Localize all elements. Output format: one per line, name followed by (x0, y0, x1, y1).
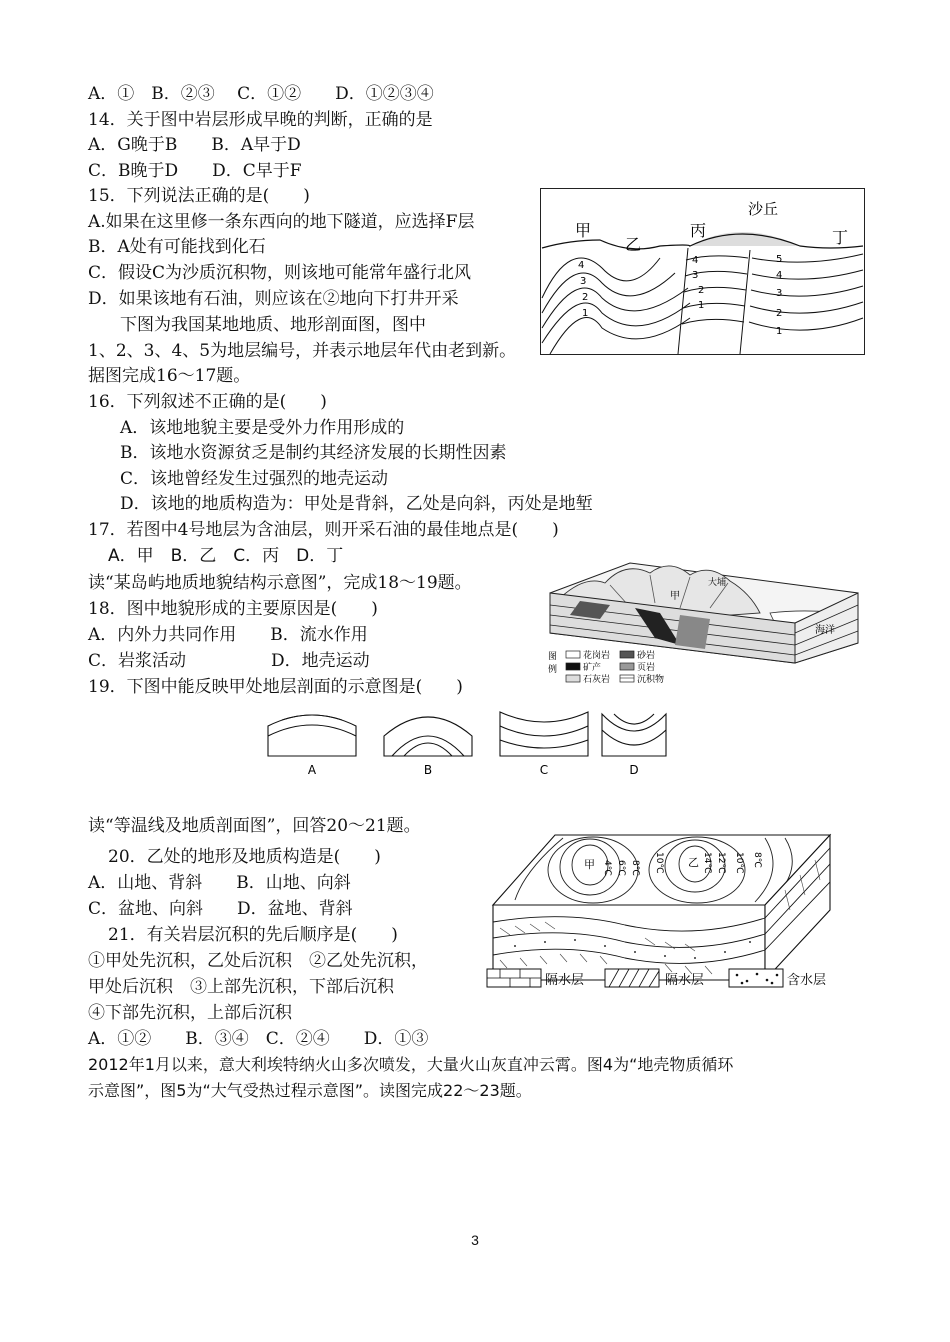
graben-layer-1: 1 (698, 300, 705, 311)
intro-18-19: 读“某岛屿地质地貌结构示意图”，完成18～19题。 (88, 573, 472, 593)
geologic-profile-figure (540, 188, 865, 355)
legend-mineral: 矿产 (583, 663, 602, 673)
legend-aquifer: 含水层 (787, 973, 827, 988)
intro-16-17: 下图为我国某地地质、地形剖面图，图中 (120, 315, 426, 335)
intro-16-17-end: 据图完成16～17题。 (88, 366, 251, 386)
isotherm-4: 4℃ (602, 860, 612, 876)
q21-statement-3: ④下部先沉积，上部后沉积 (88, 1003, 292, 1023)
option-c-label: C (539, 763, 549, 777)
isotherm-8: 8℃ (630, 860, 640, 876)
isotherm-12: 12℃ (716, 852, 726, 874)
q15-option-c: C．假设C为沙质沉积物，则该地可能常年盛行北风 (88, 263, 472, 283)
isotherm-10-left: 10℃ (654, 852, 664, 874)
legend-sandstone: 砂岩 (637, 651, 656, 661)
legend-aquiclude-2: 隔水层 (665, 973, 705, 988)
graben-layer-4: 4 (692, 255, 699, 266)
label-ocean: 海洋 (815, 625, 835, 636)
q18-options-ab: A．内外力共同作用 B．流水作用 (88, 625, 368, 645)
graben-layer-2: 2 (698, 285, 705, 296)
right-layer-4: 4 (776, 270, 783, 281)
q21-stem: 21．有关岩层沉积的先后顺序是( ) (108, 925, 398, 945)
legend-shale: 页岩 (637, 663, 656, 673)
option-d-label: D (629, 763, 639, 777)
layer-1: 1 (582, 308, 589, 319)
right-layer-5: 5 (776, 254, 783, 265)
q14-stem: 14．关于图中岩层形成早晚的判断，正确的是 (88, 110, 433, 130)
q20-stem: 20．乙处的地形及地质构造是( ) (108, 847, 381, 867)
q15-option-b: B．A处有可能找到化石 (88, 237, 266, 257)
label-jia-fig4: 甲 (584, 858, 595, 871)
layer-4: 4 (578, 260, 585, 271)
intro-20-21: 读“等温线及地质剖面图”，回答20～21题。 (88, 816, 421, 836)
q16-option-a: A．该地地貌主要是受外力作用形成的 (120, 418, 405, 438)
right-layer-1: 1 (776, 326, 783, 337)
intro-16-17-cont: 1、2、3、4、5为地层编号，并表示地层年代由老到新。 (88, 341, 517, 361)
q21-statement-2: 甲处后沉积 ③上部先沉积，下部后沉积 (88, 977, 394, 997)
label-bing: 丙 (690, 221, 707, 240)
q16-stem: 16．下列叙述不正确的是( ) (88, 392, 327, 412)
legend-title-1: 图 (548, 652, 558, 662)
option-a-shape (268, 715, 356, 756)
isotherm-8-right: 8℃ (752, 852, 762, 868)
q20-options-ab: A．山地、背斜 B．山地、向斜 (88, 873, 351, 893)
layer-3: 3 (580, 276, 587, 287)
page-number: 3 (471, 1232, 479, 1248)
q14-options-ab: A．G晚于B B．A早于D (88, 135, 301, 155)
option-c-shape (500, 712, 588, 756)
q18-stem: 18．图中地貌形成的主要原因是( ) (88, 599, 378, 619)
intro-22-23: 2012年1月以来，意大利埃特纳火山多次喷发，大量火山灰直冲云霄。图4为“地壳物质循环 (88, 1055, 734, 1074)
label-jia-fig2: 甲 (670, 591, 680, 602)
label-dapu: 大埔 (708, 578, 727, 588)
q21-statement-1: ①甲处先沉积，乙处后沉积 ②乙处先沉积， (88, 951, 428, 971)
q15-stem: 15．下列说法正确的是( ) (88, 186, 310, 206)
q19-stem: 19．下图中能反映甲处地层剖面的示意图是( ) (88, 677, 463, 697)
intro-22-23-cont: 示意图”，图5为“大气受热过程示意图”。读图完成22～23题。 (88, 1081, 532, 1100)
q20-options-cd: C．盆地、向斜 D．盆地、背斜 (88, 899, 353, 919)
right-layer-2: 2 (776, 308, 783, 319)
layer-2: 2 (582, 292, 589, 303)
legend-limestone: 石灰岩 (583, 675, 611, 685)
legend-granite: 花岗岩 (583, 651, 611, 661)
island-block-diagram (540, 553, 862, 689)
q16-option-b: B．该地水资源贫乏是制约其经济发展的长期性因素 (120, 443, 507, 463)
label-jia: 甲 (575, 221, 592, 240)
isotherm-14: 14℃ (702, 852, 712, 874)
option-d-shape (602, 714, 666, 756)
option-a-label: A (307, 763, 317, 777)
q17-options: A．甲 B．乙 C．丙 D．丁 (108, 546, 344, 566)
q16-option-d: D．该地的地质构造为：甲处是背斜，乙处是向斜，丙处是地堑 (120, 494, 593, 514)
label-yi: 乙 (625, 235, 642, 254)
legend-sediment: 沉积物 (637, 675, 665, 685)
graben-layer-3: 3 (692, 270, 699, 281)
q17-stem: 17．若图中4号地层为含油层，则开采石油的最佳地点是( ) (88, 520, 559, 540)
option-b-label: B (423, 763, 433, 777)
q15-option-d: D．如果该地有石油，则应该在②地向下打井开采 (88, 289, 459, 309)
q21-options: A．①② B．③④ C．②④ D．①③ (88, 1029, 429, 1049)
q13-options: A．① B．②③ C．①② D．①②③④ (88, 84, 434, 104)
label-dune: 沙丘 (748, 200, 779, 218)
isotherm-legend (485, 965, 850, 991)
q18-options-cd: C．岩浆活动 D．地壳运动 (88, 651, 370, 671)
legend-aquiclude-1: 隔水层 (545, 973, 585, 988)
q14-options-cd: C．B晚于D D．C早于F (88, 161, 302, 181)
isotherm-10-right: 10℃ (734, 852, 744, 874)
q15-option-a: A.如果在这里修一条东西向的地下隧道，应选择F层 (88, 212, 475, 232)
label-ding: 丁 (832, 228, 849, 247)
right-layer-3: 3 (776, 288, 783, 299)
q16-option-c: C．该地曾经发生过强烈的地壳运动 (120, 469, 389, 489)
strata-options-figure (262, 708, 682, 780)
isotherm-6: 6℃ (616, 860, 626, 876)
label-yi-fig4: 乙 (688, 856, 699, 869)
legend-title-2: 例 (548, 665, 558, 675)
